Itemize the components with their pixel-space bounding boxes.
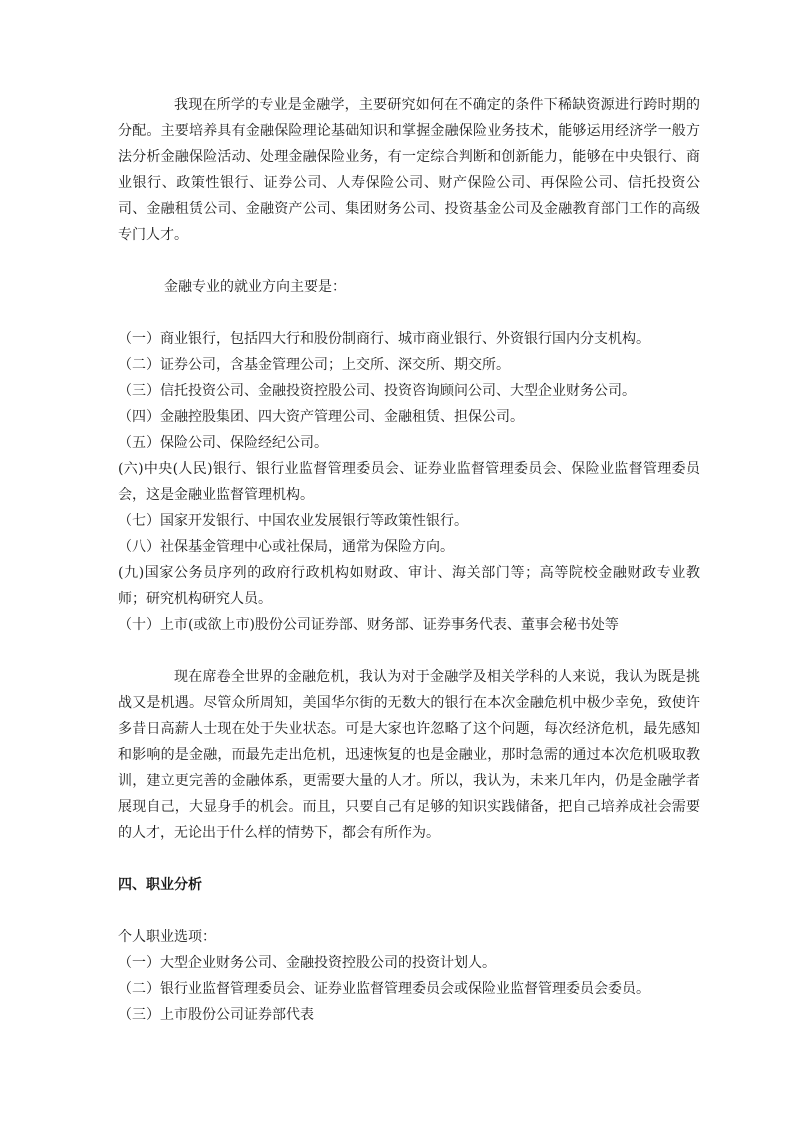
intro-paragraph: 我现在所学的专业是金融学，主要研究如何在不确定的条件下稀缺资源进行跨时期的分配。主要培养具有金融保险理论基础知识和掌握金融保险业务技术，能够运用经济学一般方法分析金融保险活动、处理金融保险业务，有一定综合判断和创新能力，能够在中央银行、商业银行、政策性银行、证券公司、人寿保险公司、财产保险公司、再保险公司、信托投资公司、金融租赁公司、金融资产公司、集团财务公司、投资基金公司及金融教育部门工作的高级专门人才。 [118, 97, 700, 243]
spacer [118, 898, 700, 924]
list-item: （一）商业银行，包括四大行和股份制商行、城市商业银行、外资银行国内分支机构。 [118, 331, 650, 347]
list-item: (六)中央(人民)银行、银行业监督管理委员会、证券业监督管理委员会、保险业监督管理委员会，这是金融业监督管理机构。 [118, 461, 700, 503]
career-options-list [118, 950, 700, 1028]
list-item: (九)国家公务员序列的政府行政机构如财政、审计、海关部门等；高等院校金融财政专业教师；研究机构研究人员。 [118, 565, 700, 607]
document-page [118, 92, 700, 1028]
list-item: （四）金融控股集团、四大资产管理公司、金融租赁、担保公司。 [118, 409, 524, 425]
list-item: （三）上市股份公司证券部代表 [118, 1007, 314, 1023]
list-item: （五）保险公司、保险经纪公司。 [118, 435, 328, 451]
list-item: （二）证券公司，含基金管理公司；上交所、深交所、期交所。 [118, 357, 510, 373]
section-heading: 四、职业分析 [118, 877, 202, 893]
career-options-lead: 个人职业选项： [118, 929, 216, 945]
list-item: （三）信托投资公司、金融投资控股公司、投资咨询顾问公司、大型企业财务公司。 [118, 383, 636, 399]
employment-list [118, 326, 700, 638]
spacer [118, 300, 700, 326]
spacer [118, 846, 700, 872]
list-item: （一）大型企业财务公司、金融投资控股公司的投资计划人。 [118, 955, 496, 971]
list-item: （八）社保基金管理中心或社保局，通常为保险方向。 [118, 539, 454, 555]
list-item: （十）上市(或欲上市)股份公司证券部、财务部、证券事务代表、董事会秘书处等 [118, 617, 619, 633]
crisis-paragraph: 现在席卷全世界的金融危机，我认为对于金融学及相关学科的人来说，我认为既是挑战又是机遇。尽管众所周知，美国华尔街的无数大的银行在本次金融危机中极少幸免，致使许多昔日高薪人士现在处于失业状态。可是大家也许忽略了这个问题，每次经济危机，最先感知和影响的是金融，而最先走出危机，迅速恢复的也是金融业，那时急需的通过本次危机吸取教训，建立更完善的金融体系，更需要大量的人才。所以，我认为，未来几年内，仍是金融学者展现自己，大显身手的机会。而且，只要自己有足够的知识实践储备，把自己培养成社会需要的人才，无论出于什么样的情势下，都会有所作为。 [118, 669, 700, 841]
list-item: （七）国家开发银行、中国农业发展银行等政策性银行。 [118, 513, 468, 529]
spacer [118, 638, 700, 664]
employment-lead: 金融专业的就业方向主要是： [164, 279, 346, 295]
list-item: （二）银行业监督管理委员会、证券业监督管理委员会或保险业监督管理委员会委员。 [118, 981, 650, 997]
spacer [118, 248, 700, 274]
